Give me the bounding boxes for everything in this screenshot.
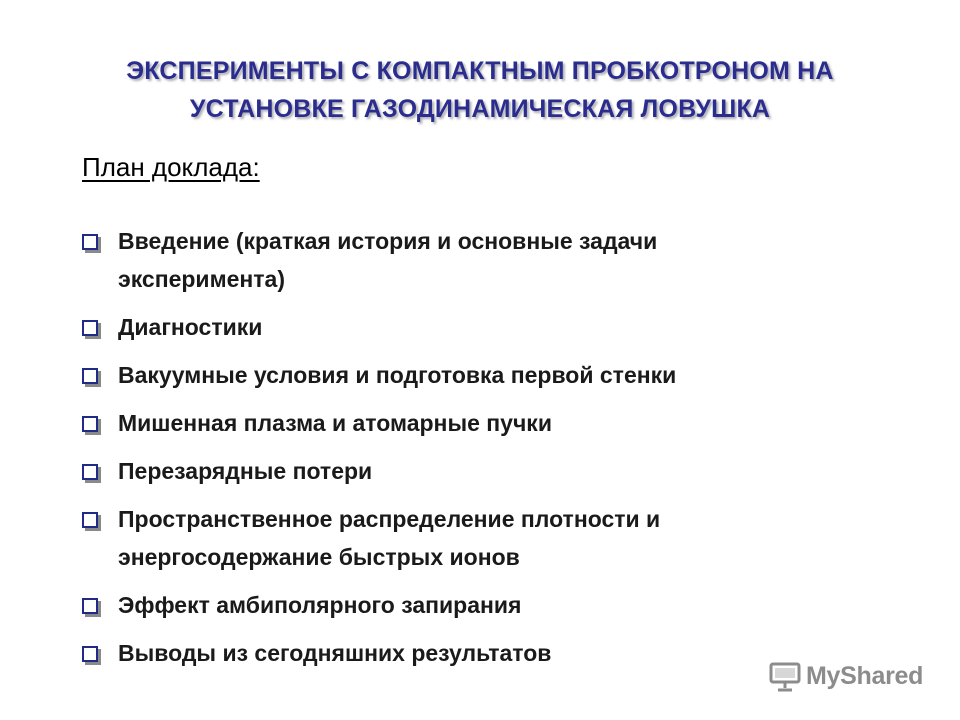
plan-list [82, 222, 842, 682]
slide-title-line-2: УСТАНОВКЕ ГАЗОДИНАМИЧЕСКАЯ ЛОВУШКА [189, 95, 771, 123]
checkbox-bullet-icon [82, 320, 98, 336]
checkbox-bullet-icon [82, 512, 98, 528]
plan-item-text-line-2: энергосодержание быстрых ионов [118, 544, 520, 570]
plan-item [82, 356, 842, 394]
checkbox-bullet-icon [82, 368, 98, 384]
checkbox-bullet-icon [82, 464, 98, 480]
plan-item-text: Перезарядные потери [118, 458, 373, 484]
plan-item-text-line-1: Введение (краткая история и основные задачи [118, 228, 658, 254]
plan-item [82, 452, 842, 490]
plan-item [82, 308, 842, 346]
plan-item [82, 222, 842, 298]
plan-item-text: Выводы из сегодняшних результатов [118, 640, 552, 666]
slide-title [40, 52, 920, 128]
checkbox-bullet-icon [82, 598, 98, 614]
slide-title-line-1: ЭКСПЕРИМЕНТЫ С КОМПАКТНЫМ ПРОБКОТРОНОМ НА [126, 57, 834, 85]
plan-item [82, 634, 842, 672]
presentation-board-icon [768, 659, 802, 693]
plan-item-text: Мишенная плазма и атомарные пучки [118, 410, 552, 436]
plan-item-text-line-1: Пространственное распределение плотности и [118, 506, 661, 532]
plan-item-text: Вакуумные условия и подготовка первой стенки [118, 362, 677, 388]
plan-item [82, 500, 842, 576]
plan-item [82, 586, 842, 624]
checkbox-bullet-icon [82, 234, 98, 250]
plan-item-text: Эффект амбиполярного запирания [118, 592, 522, 618]
plan-item-text-line-2: эксперимента) [118, 266, 285, 292]
watermark-text: MyShared [806, 661, 924, 690]
plan-item [82, 404, 842, 442]
plan-item-text: Диагностики [118, 314, 263, 340]
plan-heading: План доклада: [82, 152, 260, 182]
myshared-watermark [768, 656, 923, 696]
checkbox-bullet-icon [82, 646, 98, 662]
checkbox-bullet-icon [82, 416, 98, 432]
